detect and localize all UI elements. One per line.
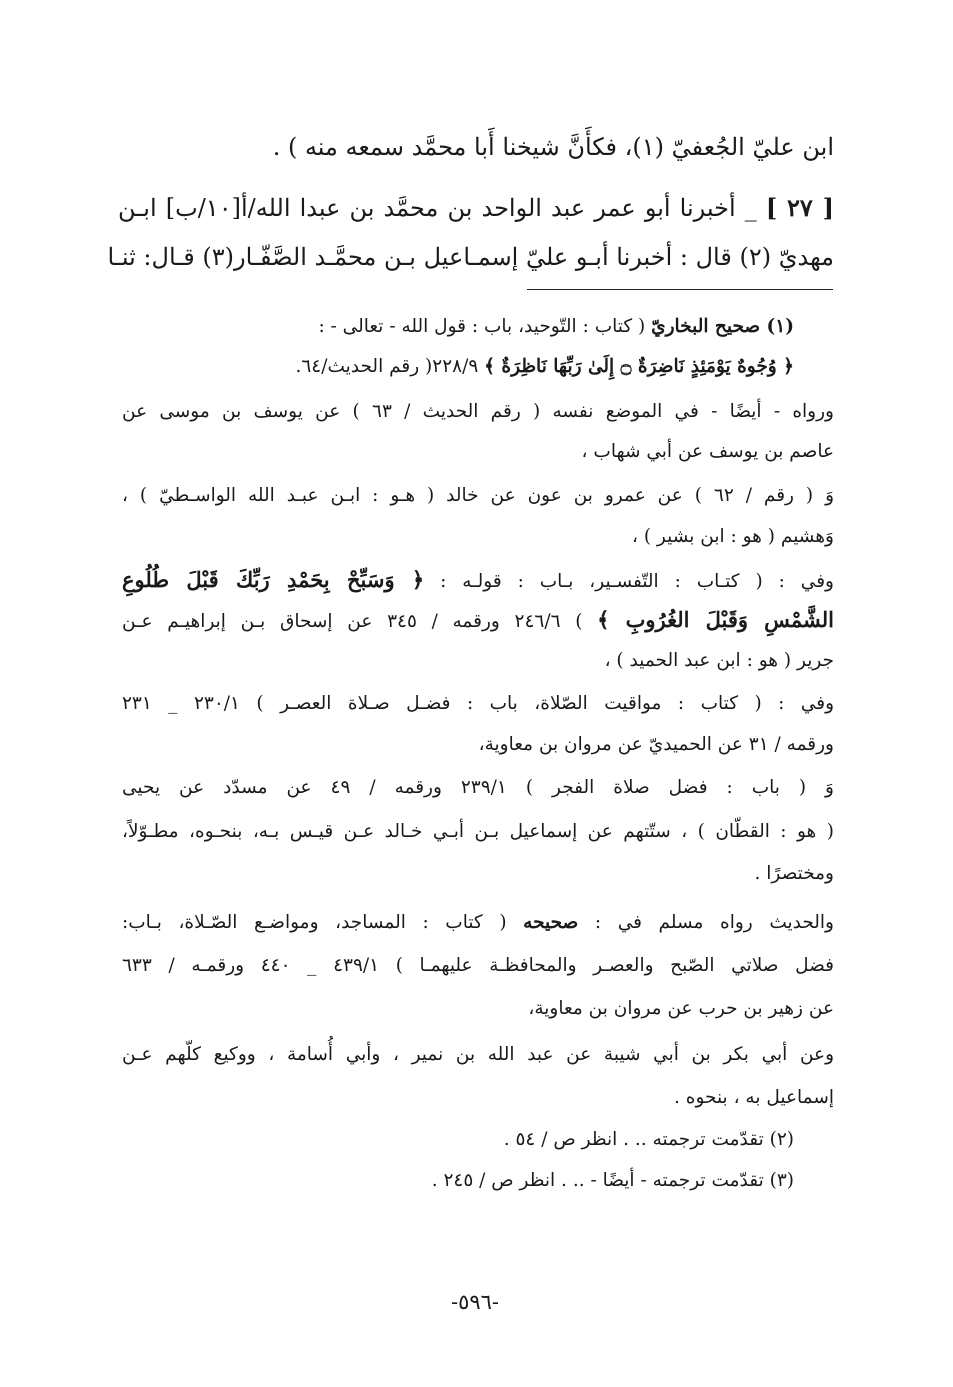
hadith-number: [ ٢٧ ] [765,193,834,222]
page-number: -٥٩٦- [450,1290,500,1314]
footnote-line-14: ومختصرًا . [754,863,834,884]
footnote-line-8 [122,605,834,637]
footnote-separator [527,289,833,290]
footnote-line-11: ورقمه / ٣١ عن الحميديّ عن مروان بن معاوية، [478,734,834,755]
footnote-line-5: وَ ( رقم / ٦٢ ) عن عمرو بن عون عن خالد ( هـو : ابـن عبـد الله الواسـطيّ ) ، [122,485,835,506]
footnote-line-17: عن زهير بن حرب عن مروان بن معاوية، [528,998,834,1019]
footnote-line-13: ( هو : القطّان ) ، ستّتهم عن إسماعيل بـن أبـي خـالد عـن قيـس بـه، بنحـوه، مطـوّلاً، [122,821,834,842]
footnote-line-19: إسماعيل به ، بنحوه . [674,1087,834,1108]
footnote-1-reference: ٢٢٨/٩( رقم الحديث/٦٤. [295,356,479,377]
footnote-1-line-1 [214,312,794,344]
footnote-2: (٢) تقدّمت ترجمته .. . انظر ص / ٥٤ . [503,1129,794,1150]
footnote-3: (٣) تقدّمت ترجمته - أيضًا - .. . انظر ص / ٢٤٥ . [431,1170,794,1191]
footnote-line-15-text-b: ( كتاب : المساجد، ومواضـع الصّـلاة، بـاب: [122,912,507,933]
main-line-2 [118,191,834,227]
footnote-1-source: (١) صحيح البخاريّ [651,316,794,337]
footnote-line-6: وَهشيم ( هو : ابن بشير ) ، [631,526,834,547]
footnote-line-3: ورواه - أيضًا - في الموضع نفسه ( رقم الحديث / ٦٣ ) عن يوسف بن موسى عن [122,401,834,422]
footnote-line-12: وَ ( باب : فضل صلاة الفجر ) ٢٣٩/١ ورقمه / ٤٩ عن مسدّد عن يحيى [122,777,834,798]
footnote-line-15 [122,908,834,940]
footnote-1-text: ( كتاب : التّوحيد، باب : قول الله - تعالى - : [318,316,646,337]
main-line-3: مهديّ (٢) قال : أخبرنا أبـو عليّ إسمـاعيل بـن محمَّـد الصَّفّـار(٣) قـال: ثنـا [107,243,834,271]
footnote-1-line-2 [228,352,794,384]
quran-verse-1: ﴿ وُجُوهٌ يَوْمَئِذٍ نَاضِرَةٌ ۝ إِلَىٰ رَبِّهَا نَاظِرَةٌ ﴾ [484,356,794,377]
quran-verse-2a: ﴿ وَسَبِّحْ بِحَمْدِ رَبِّكَ قَبْلَ طُلُوعِ [122,567,425,592]
footnote-line-16: فضل صلاتي الصّبح والعصـر والمحافظـة عليهمـا ) ٤٣٩/١ _ ٤٤٠ ورقمـه / ٦٣٣ [122,955,834,976]
footnote-line-4: عاصم بن يوسف عن أبي شهاب ، [581,441,834,462]
footnote-line-7-text: وفي : ( كتـاب : التّفسـير، بـاب : قولـه : [440,571,834,592]
footnote-line-15-text-a: والحديث رواه مسلم في : [594,912,834,933]
quran-verse-2b: الشَّمْسِ وَقَبْلَ الغُرُوبِ ﴾ [597,607,835,632]
footnote-line-18: وعن أبي بكر بن أبي شيبة عن عبد الله بن نمير ، وأبي أُسامة ، ووكيع كلّهم عـن [122,1044,834,1065]
footnote-line-10: وفي : ( كتاب : مواقيت الصّلاة، باب : فضـل صـلاة العصـر ) ٢٣٠/١ _ ٢٣١ [122,693,834,714]
footnote-line-7 [122,565,834,597]
footnote-line-8-text: ) ٢٤٦/٦ ورقمه / ٣٤٥ عن إسحاق بـن إبراهيـم عـن [122,611,583,632]
sahih-muslim-title: صحيحه [523,912,579,933]
footnote-line-9: جرير ( هو : ابن عبد الحميد ) ، [604,650,834,671]
main-line-1: ابن عليّ الجُعفيّ (١)، فكأَنَّ شيخنا أَبا محمَّد سمعه منه ) . [272,133,834,161]
main-line-2-text: _ أخبرنا أبو عمر عبد الواحد بن محمَّد بن عبدا الله/أ[١٠/ب] ابـن [118,194,757,222]
